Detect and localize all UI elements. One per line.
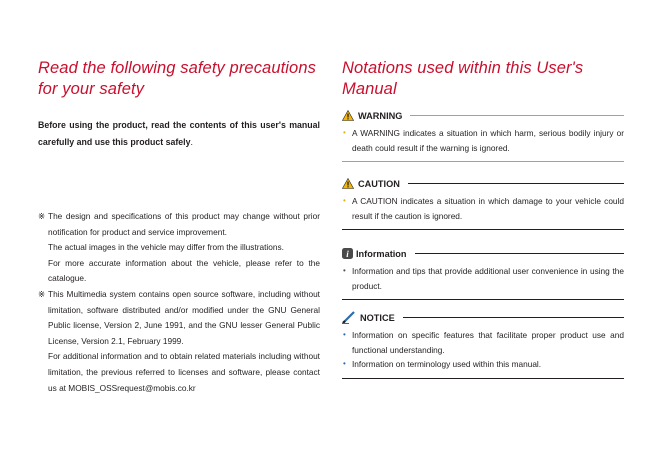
- note-line: The design and specifications of this product may change without prior notification for product and service improvement.: [48, 211, 320, 237]
- caution-bottom-rule: [342, 229, 624, 230]
- caution-header: [342, 177, 624, 190]
- caution-block: [342, 177, 624, 230]
- notations-section: [342, 58, 624, 100]
- information-text: Information and tips that provide additional user convenience in using the product.: [352, 266, 624, 291]
- warning-icon: [342, 178, 354, 189]
- warning-bottom-rule: [342, 161, 624, 162]
- note-line: For additional information and to obtain related materials including without limitation, the previous referred to licenses and software, please contact us at MOBIS_OSSrequest@mobis.co.kr: [48, 351, 320, 393]
- information-bottom-rule: [342, 299, 624, 300]
- warning-header: [342, 109, 624, 122]
- bullet-dot: •: [343, 330, 346, 339]
- notice-pencil-icon: [342, 311, 356, 324]
- notice-bottom-rule: [342, 378, 624, 379]
- note-mark: ※: [38, 288, 45, 299]
- information-title: Information: [356, 248, 407, 259]
- note-line: For more accurate information about the vehicle, please refer to the catalogue.: [48, 257, 320, 284]
- bullet-dot: •: [343, 196, 346, 205]
- warning-divider: [410, 115, 624, 116]
- note-item: [38, 209, 320, 287]
- warning-icon: [342, 110, 354, 121]
- bullet-dot: •: [343, 128, 346, 137]
- notice-title: NOTICE: [360, 312, 395, 323]
- notice-block: [342, 311, 624, 379]
- safety-section: [38, 58, 320, 151]
- notations-heading: Notations used within this User's Manual: [342, 59, 584, 98]
- note-mark: ※: [38, 211, 45, 221]
- information-block: [342, 247, 624, 300]
- safety-heading-line2: for your safety: [38, 80, 145, 98]
- bullet-dot: •: [343, 359, 346, 368]
- warning-title: WARNING: [358, 110, 403, 121]
- notice-body: [342, 328, 624, 372]
- information-divider: [415, 253, 624, 254]
- note-line: This Multimedia system contains open source software, including without limitation, software distributed and/or modified under the GNU General Public license, Version 2, June 1991, and the GNU lesser General Public License, Version 2.1, February 1999.: [48, 288, 320, 346]
- notes-list: [38, 209, 320, 396]
- bullet-dot: •: [343, 266, 346, 275]
- caution-divider: [408, 183, 624, 184]
- notice-bullet: [342, 357, 624, 372]
- notice-header: [342, 311, 624, 324]
- safety-heading: [38, 58, 320, 100]
- notice-text: Information on terminology used within this manual.: [352, 359, 542, 369]
- intro-text: Before using the product, read the contents of this user's manual carefully and use this product safely: [38, 120, 320, 147]
- warning-body: [342, 126, 624, 155]
- notice-bullet: [342, 328, 624, 357]
- information-header: [342, 247, 624, 260]
- caution-bullet: [342, 194, 624, 223]
- notice-text: Information on specific features that facilitate proper product use and functional understanding.: [352, 330, 624, 355]
- information-body: [342, 264, 624, 293]
- intro-period: .: [190, 137, 193, 147]
- info-icon: [342, 248, 353, 259]
- caution-title: CAUTION: [358, 178, 400, 189]
- safety-intro: [38, 117, 320, 151]
- safety-heading-line1: Read the following safety precautions: [38, 59, 316, 77]
- caution-text: A CAUTION indicates a situation in which damage to your vehicle could result if the caution is ignored.: [352, 196, 624, 221]
- warning-text: A WARNING indicates a situation in which harm, serious bodily injury or death could result if the warning is ignored.: [352, 128, 624, 153]
- note-line: The actual images in the vehicle may differ from the illustrations.: [48, 242, 284, 253]
- information-bullet: [342, 264, 624, 293]
- notice-divider: [403, 317, 624, 318]
- note-item: [38, 287, 320, 396]
- warning-bullet: [342, 126, 624, 155]
- caution-body: [342, 194, 624, 223]
- warning-block: [342, 109, 624, 162]
- svg-text:i: i: [346, 248, 349, 259]
